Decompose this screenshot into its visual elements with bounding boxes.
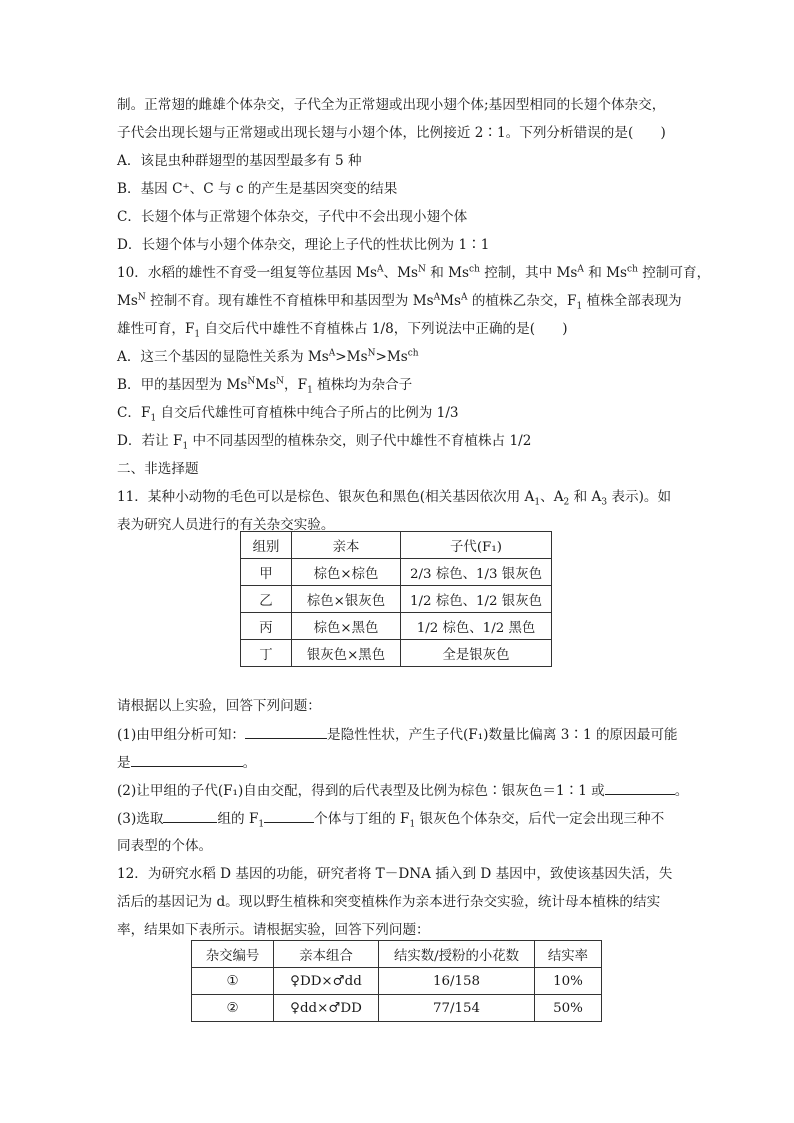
table-cell: 棕色×银灰色 bbox=[292, 586, 401, 613]
q11-part1-line2: 是 。 bbox=[117, 752, 256, 773]
q9-option-d: D．长翅个体与小翅个体杂交，理论上子代的性状比例为 1∶1 bbox=[117, 237, 490, 253]
table-cell: 乙 bbox=[241, 586, 292, 613]
q10-stem-line3: 雄性可育，$F_1$ 自交后代中雄性不育植株占 1/8，下列说法中正确的是( ) bbox=[117, 321, 568, 340]
table-cell: 1/2 棕色、1/2 黑色 bbox=[401, 613, 552, 640]
q11-cross-table bbox=[240, 531, 552, 667]
table-header-cell: 杂交编号 bbox=[192, 941, 274, 968]
table-header-cell: 亲本组合 bbox=[274, 941, 379, 968]
table-cell: 1/2 棕色、1/2 银灰色 bbox=[401, 586, 552, 613]
q11-part3-line1: (3)选取 组的 $F_1$ 个体与丁组的 $F_1$ 银灰色个体杂交，后代一定会出现三种不 bbox=[117, 808, 664, 829]
table-cell: ① bbox=[192, 968, 274, 995]
table-row bbox=[241, 613, 552, 640]
q10-option-a: A．这三个基因的显隐性关系为 $Ms^A>Ms^N>Ms^{ch}$ bbox=[117, 348, 419, 365]
q10-option-b: B．甲的基因型为 $Ms^NMs^N$，$F_1$ 植株均为杂合子 bbox=[117, 376, 413, 396]
table-cell: 棕色×黑色 bbox=[292, 613, 401, 640]
q9-option-a: A．该昆虫种群翅型的基因型最多有 5 种 bbox=[117, 153, 362, 169]
table-row bbox=[241, 640, 552, 667]
table-cell: 银灰色×黑色 bbox=[292, 640, 401, 667]
section-heading: 二、非选择题 bbox=[117, 461, 199, 477]
table-header-row bbox=[241, 532, 552, 559]
q11-stem-line2: 表为研究人员进行的有关杂交实验。 bbox=[117, 517, 335, 533]
table-cell: ♀dd×♂DD bbox=[274, 995, 379, 1022]
q9-stem-line1: 制。正常翅的雌雄个体杂交，子代全为正常翅或出现小翅个体;基因型相同的长翅个体杂交， bbox=[117, 97, 666, 113]
q10-option-c: C．$F_1$ 自交后代雄性可育植株中纯合子所占的比例为 1/3 bbox=[117, 405, 459, 424]
q10-stem-line2: $Ms^N$ 控制不育。现有雄性不育植株甲和基因型为 $Ms^AMs^A$ 的植株乙杂交，$F_1$ 植株全部表现为 bbox=[117, 292, 682, 312]
answer-blank[interactable] bbox=[163, 808, 217, 823]
table-cell: 50% bbox=[535, 995, 602, 1022]
q12-stem-line3: 率，结果如下表所示。请根据实验，回答下列问题： bbox=[117, 922, 430, 938]
table-row bbox=[192, 968, 602, 995]
table-header-cell: 结实率 bbox=[535, 941, 602, 968]
table-row bbox=[192, 995, 602, 1022]
table-cell: 甲 bbox=[241, 559, 292, 586]
table-header-cell: 子代(F₁) bbox=[401, 532, 552, 559]
table-cell: 16/158 bbox=[379, 968, 535, 995]
q10-stem-line1: 10．水稻的雄性不育受一组复等位基因 $Ms^A$、$Ms^N$ 和 $Ms^{ch}$ 控制，其中 $Ms^A$ 和 $Ms^{ch}$ 控制可育， bbox=[117, 264, 711, 281]
table-cell: 丙 bbox=[241, 613, 292, 640]
table-cell: 丁 bbox=[241, 640, 292, 667]
answer-blank[interactable] bbox=[131, 752, 243, 767]
q11-stem-line1: 11．某种小动物的毛色可以是棕色、银灰色和黑色(相关基因依次用 $A_1$、$A_2$ 和 $A_3$ 表示)。如 bbox=[117, 489, 672, 508]
table-cell: 2/3 棕色、1/3 银灰色 bbox=[401, 559, 552, 586]
q11-intro: 请根据以上实验，回答下列问题： bbox=[117, 698, 321, 714]
answer-blank[interactable] bbox=[245, 724, 327, 739]
table-cell: 全是银灰色 bbox=[401, 640, 552, 667]
q9-stem-line2: 子代会出现长翅与正常翅或出现长翅与小翅个体，比例接近 2∶1。下列分析错误的是( ) bbox=[117, 125, 666, 141]
table-header-cell: 组别 bbox=[241, 532, 292, 559]
table-row bbox=[241, 586, 552, 613]
table-cell: ♀DD×♂dd bbox=[274, 968, 379, 995]
q9-option-b: B．基因 C⁺、C 与 c 的产生是基因突变的结果 bbox=[117, 181, 398, 197]
q12-stem-line2: 活后的基因记为 d。现以野生植株和突变植株作为亲本进行杂交实验，统计母本植株的结实 bbox=[117, 894, 661, 910]
table-header-cell: 结实数/授粉的小花数 bbox=[379, 941, 535, 968]
q11-part2: (2)让甲组的子代(F₁)自由交配，得到的后代表型及比例为棕色∶银灰色＝1∶1 或 。 bbox=[117, 780, 688, 801]
q12-cross-table bbox=[191, 940, 602, 1022]
table-header-cell: 亲本 bbox=[292, 532, 401, 559]
table-cell: 棕色×棕色 bbox=[292, 559, 401, 586]
table-cell: 10% bbox=[535, 968, 602, 995]
table-cell: 77/154 bbox=[379, 995, 535, 1022]
q11-part3-line2: 同表型的个体。 bbox=[117, 838, 213, 854]
q11-part1-line1: (1)由甲组分析可知： 是隐性性状，产生子代(F₁)数量比偏离 3∶1 的原因最可能 bbox=[117, 724, 678, 745]
q12-stem-line1: 12．为研究水稻 D 基因的功能，研究者将 T－DNA 插入到 D 基因中，致使该基因失活，失 bbox=[117, 866, 673, 882]
table-row bbox=[241, 559, 552, 586]
table-header-row bbox=[192, 941, 602, 968]
answer-blank[interactable] bbox=[264, 808, 314, 823]
answer-blank[interactable] bbox=[605, 780, 675, 795]
q10-option-d: D．若让 $F_1$ 中不同基因型的植株杂交，则子代中雄性不育植株占 1/2 bbox=[117, 433, 532, 452]
q9-option-c: C．长翅个体与正常翅个体杂交，子代中不会出现小翅个体 bbox=[117, 209, 468, 225]
table-cell: ② bbox=[192, 995, 274, 1022]
